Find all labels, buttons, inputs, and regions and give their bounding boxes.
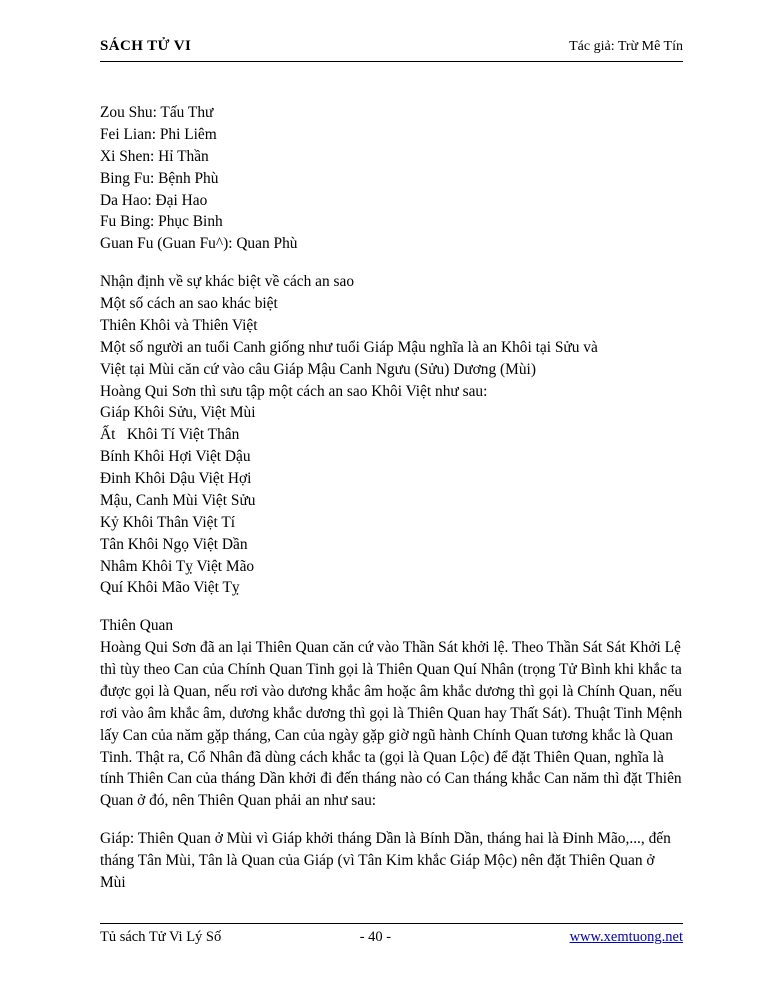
list-item: Fei Lian: Phi Liêm	[100, 125, 217, 143]
header-author: Tác giả: Trừ Mê Tín	[569, 39, 683, 54]
list-item: Đinh Khôi Dậu Việt Hợi	[100, 470, 252, 487]
page-number: - 40 -	[359, 929, 392, 945]
list-item: Một số cách an sao khác biệt	[100, 295, 278, 312]
paragraph: Giáp: Thiên Quan ở Mùi vì Giáp khởi tháng Dần là Bính Dần, tháng hai là Đinh Mão,..., đến tháng Tân Mùi, Tân là Quan của Giáp (vì Tân Kim khắc Giáp Mộc) nên đặt Thiên Quan ở Mùi	[100, 830, 671, 891]
list-item: Bing Fu: Bệnh Phù	[100, 169, 219, 187]
list-item: Kỷ Khôi Thân Việt Tí	[100, 513, 236, 531]
list-item: Quí Khôi Mão Việt Tỵ	[100, 579, 240, 597]
star-name-list	[100, 102, 683, 255]
header-book-title: SÁCH TỬ VI	[100, 38, 192, 54]
list-item: Mậu, Canh Mùi Việt Sửu	[100, 491, 256, 509]
section-heading: Thiên Quan	[100, 617, 174, 635]
page-content	[100, 38, 683, 950]
paragraph: Hoàng Qui Sơn đã an lại Thiên Quan căn cứ vào Thần Sát khởi lệ. Theo Thần Sát Sát Khởi Lệ thì tùy theo Can của Chính Quan Tinh gọi là Thiên Quan Quí Nhân (trọng Tử Bình khi khắc ta được gọi là Quan, nếu rơi vào dương khắc âm hoặc âm khắc dương thì gọi là Chính Quan, nếu rơi vào âm khắc âm, dương khắc dương thì gọi là Thiên Quan hay Thất Sát). Thuật Tinh Mệnh lấy Can của năm gặp tháng, Can của ngày gặp giờ ngũ hành Chính Quan tương khắc là Quan Tinh. Thật ra, Cổ Nhân đã dùng cách khắc ta (gọi là Quan Lộc) để đặt Thiên Quan, nghĩa là tính Thiên Can của tháng Dần khởi đi đến tháng nào có Can tháng khắc Can năm thì đặt Thiên Quan ở đó, nên Thiên Quan phải an như sau:	[100, 639, 683, 810]
list-item: Guan Fu (Guan Fu^): Quan Phù	[100, 235, 298, 253]
khoi-viet-section	[100, 271, 683, 599]
list-item: Bính Khôi Hợi Việt Dậu	[100, 448, 251, 466]
page-body	[100, 102, 683, 894]
footer-website-link[interactable]: www.xemtuong.net	[569, 929, 683, 945]
giap-example-section	[100, 828, 683, 894]
list-item: Hoàng Qui Sơn thì sưu tập một cách an sao Khôi Việt như sau:	[100, 382, 488, 400]
list-item: Thiên Khôi và Thiên Việt	[100, 316, 258, 334]
list-item: Nhận định về sự khác biệt về cách an sao	[100, 273, 355, 291]
page-header	[100, 38, 683, 62]
list-item: Fu Bing: Phục Binh	[100, 213, 223, 231]
list-item: Tân Khôi Ngọ Việt Dần	[100, 535, 248, 553]
list-item: Ất Khôi Tí Việt Thân	[100, 426, 240, 444]
thien-quan-section	[100, 615, 683, 812]
list-item: Một số người an tuổi Canh giống như tuổi Giáp Mậu nghĩa là an Khôi tại Sửu và	[100, 338, 598, 356]
page-footer	[100, 923, 683, 946]
list-item: Nhâm Khôi Tỵ Việt Mão	[100, 557, 255, 575]
list-item: Zou Shu: Tấu Thư	[100, 104, 214, 121]
list-item: Da Hao: Đại Hao	[100, 191, 208, 209]
list-item: Việt tại Mùi căn cứ vào câu Giáp Mậu Canh Ngưu (Sửu) Dương (Mùi)	[100, 360, 536, 378]
list-item: Xi Shen: Hỉ Thần	[100, 147, 209, 165]
list-item: Giáp Khôi Sửu, Việt Mùi	[100, 404, 256, 422]
footer-collection: Tủ sách Tử Vi Lý Số	[100, 929, 222, 945]
